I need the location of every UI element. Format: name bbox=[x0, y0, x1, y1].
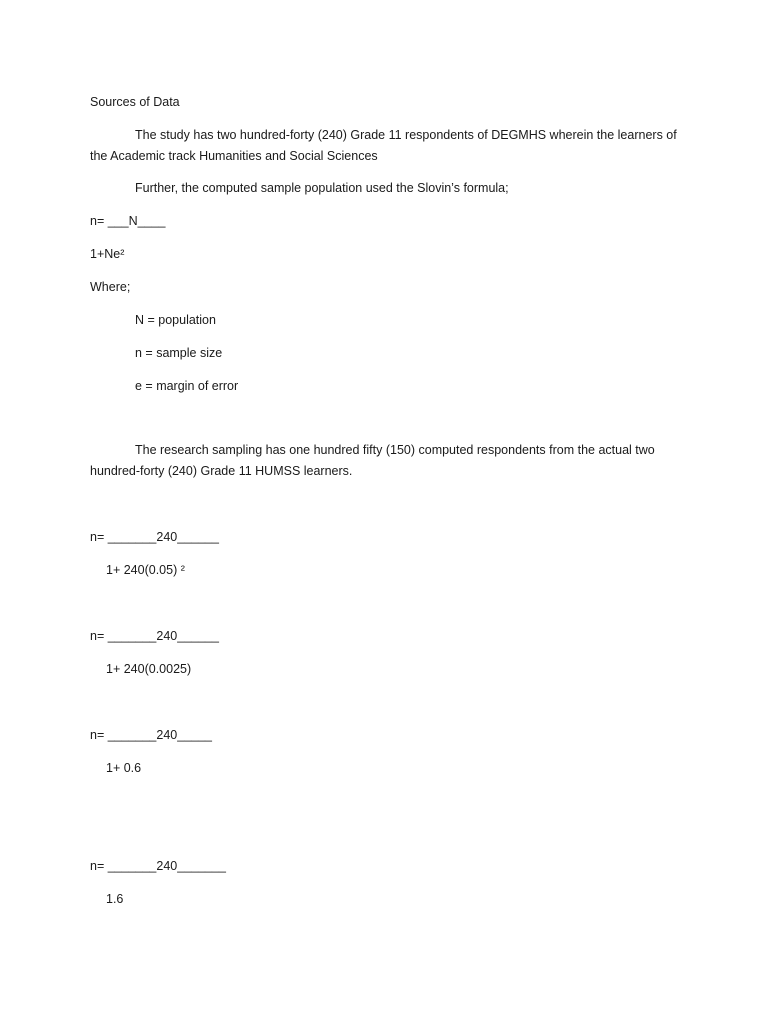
step1-numerator: n= _______240______ bbox=[90, 530, 219, 544]
step3-denominator: 1+ 0.6 bbox=[106, 761, 142, 775]
definition-sample-size: n = sample size bbox=[135, 346, 223, 360]
paragraph-slovin-intro: Further, the computed sample population used the Slovin’s formula; bbox=[135, 181, 509, 195]
step3-numerator: n= _______240_____ bbox=[90, 728, 213, 742]
formula-denominator: 1+Ne² bbox=[90, 247, 125, 261]
paragraph-sampling-result: The research sampling has one hundred fifty (150) computed respondents from the actual two hundred-forty (240) Grade 11 HUMSS learners. bbox=[90, 443, 655, 478]
step2-numerator: n= _______240______ bbox=[90, 629, 219, 643]
definition-population: N = population bbox=[135, 313, 216, 327]
step4-numerator: n= _______240_______ bbox=[90, 859, 226, 873]
step1-denominator: 1+ 240(0.05) ² bbox=[106, 563, 185, 577]
formula-numerator: n= ___N____ bbox=[90, 214, 166, 228]
step4-denominator: 1.6 bbox=[106, 892, 124, 906]
paragraph-respondents: The study has two hundred-forty (240) Grade 11 respondents of DEGMHS wherein the learners of the Academic track Humanities and Social Sciences bbox=[90, 128, 677, 163]
where-label: Where; bbox=[90, 280, 131, 294]
step2-denominator: 1+ 240(0.0025) bbox=[106, 662, 192, 676]
definition-margin-of-error: e = margin of error bbox=[135, 379, 239, 393]
section-heading: Sources of Data bbox=[90, 95, 180, 109]
